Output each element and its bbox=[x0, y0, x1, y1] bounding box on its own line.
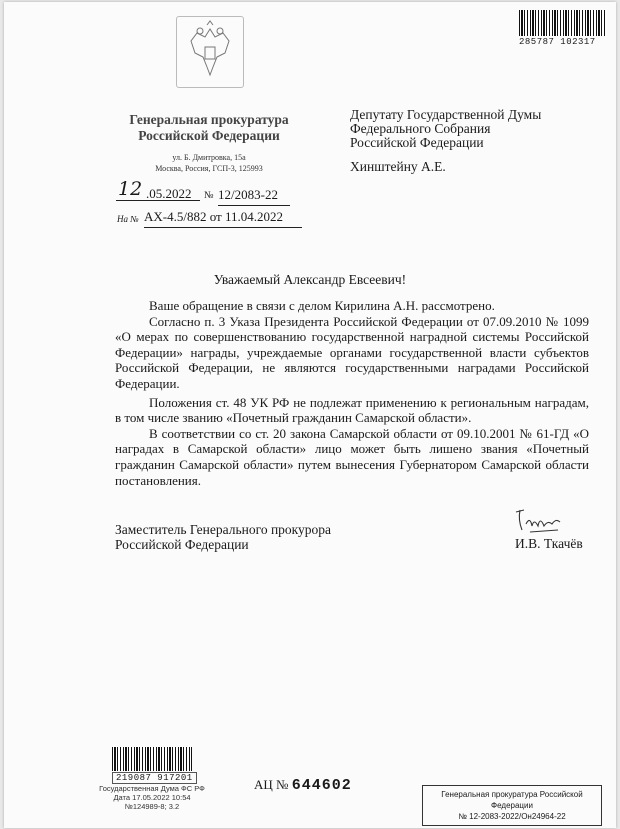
signature-title bbox=[115, 522, 331, 552]
reg-number-label: № bbox=[204, 190, 214, 201]
barcode-bottom bbox=[112, 747, 192, 771]
signature-title-line2: Российской Федерации bbox=[115, 537, 249, 552]
ref-number-value: АХ-4.5/882 от 11.04.2022 bbox=[144, 209, 283, 224]
duma-line2: Дата 17.05.2022 10:54 bbox=[113, 793, 191, 802]
date-rest: .05.2022 bbox=[146, 186, 192, 201]
sender-address-line1: ул. Б. Дмитровка, 15а bbox=[172, 153, 246, 162]
reg-number bbox=[218, 186, 290, 206]
greeting: Уважаемый Александр Евсеевич! bbox=[213, 272, 407, 287]
signature-title-line1: Заместитель Генерального прокурора bbox=[115, 522, 332, 537]
duma-line1: Государственная Дума ФС РФ bbox=[99, 784, 205, 793]
sender-address bbox=[104, 152, 314, 174]
registry-line1: Генеральная прокуратура Российской Федерации bbox=[441, 790, 583, 810]
paragraph-1: Ваше обращение в связи с делом Кирилина А.Н. рассмотрено. bbox=[149, 298, 495, 313]
paragraph-4: В соответствии со ст. 20 закона Самарской области от 09.10.2001 № 61-ГД «О наградах в Самарской области» лицо может быть лишено звания «Почетный гражданин Самарской области» путем вынесения Губернатором Самарской области постановления. bbox=[115, 425, 589, 488]
barcode-top bbox=[519, 10, 607, 36]
recipient-line2: Федерального Собрания bbox=[350, 121, 491, 136]
paragraph-2: Согласно п. 3 Указа Президента Российской Федерации от 07.09.2010 № 1099 «О мерах по совершенствованию государственной наградной системы Российской Федерации» награды, учреждаемые органами государственной власти субъектов Российской Федерации, не являются государственными наградами Российской Федерации. bbox=[115, 313, 589, 391]
recipient-line3: Российской Федерации bbox=[350, 135, 484, 150]
signature-scribble-icon bbox=[512, 506, 566, 536]
duma-line3: №124989-8; 3.2 bbox=[124, 802, 180, 811]
series-number bbox=[254, 777, 352, 794]
barcode-top-number: 285787 102317 bbox=[519, 37, 596, 47]
registry-line2: № 12-2083-2022/Он24964-22 bbox=[458, 812, 566, 821]
double-headed-eagle-icon bbox=[177, 17, 243, 87]
date-day-handwritten: 12 bbox=[118, 178, 143, 200]
series-value: 644602 bbox=[291, 777, 352, 794]
prosecutor-registry-box bbox=[422, 785, 602, 826]
recipient-line1: Депутату Государственной Думы bbox=[350, 107, 542, 122]
ref-label: На № bbox=[117, 214, 139, 224]
coat-of-arms-emblem bbox=[176, 16, 244, 88]
duma-registration-stamp bbox=[96, 784, 208, 811]
sender-address-line2: Москва, Россия, ГСП-3, 125993 bbox=[155, 164, 263, 173]
signatory-name: И.В. Ткачёв bbox=[515, 536, 583, 551]
handwritten-signature bbox=[512, 506, 566, 536]
recipient-block bbox=[350, 108, 590, 174]
letter-body bbox=[115, 298, 589, 488]
paragraph-3: Положения ст. 48 УК РФ не подлежат применению к региональным наградам, в том числе званию «Почетный гражданин Самарской области». bbox=[115, 394, 589, 426]
barcode-bottom-number: 219087 917201 bbox=[112, 772, 197, 784]
registration-date bbox=[116, 178, 206, 202]
recipient-name: Хинштейну А.Е. bbox=[350, 159, 446, 174]
document-page bbox=[4, 2, 616, 828]
sender-org bbox=[104, 112, 314, 144]
reg-number-value: 12/2083-22 bbox=[218, 187, 278, 202]
sender-org-line2: Российской Федерации bbox=[138, 128, 280, 143]
series-label: АЦ № bbox=[254, 777, 289, 792]
sender-org-line1: Генеральная прокуратура bbox=[129, 112, 289, 127]
ref-number bbox=[144, 208, 302, 228]
